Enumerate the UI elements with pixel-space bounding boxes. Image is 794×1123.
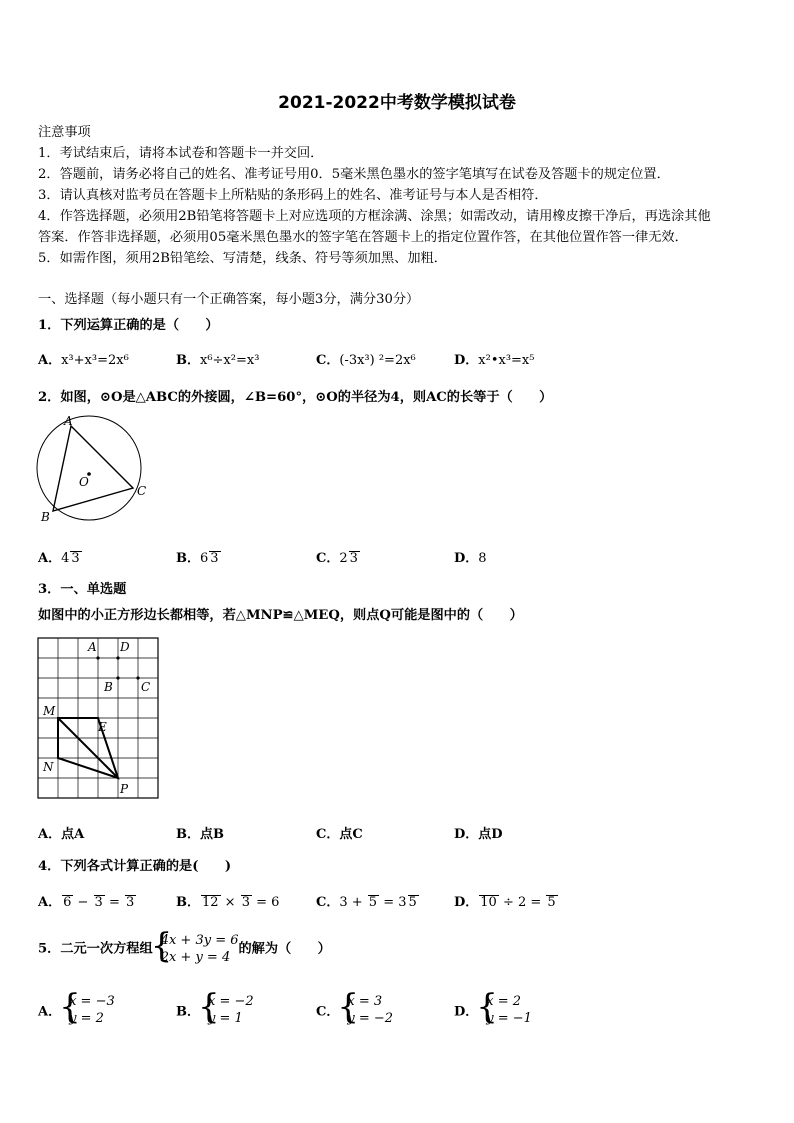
q5-stem: 5．二元一次方程组 { 4x + 3y = 6 2x + y = 4 的解为（ ） [38, 932, 331, 966]
q3-option-c: C．点C [316, 827, 363, 842]
q5-system: { 4x + 3y = 6 2x + y = 4 [153, 932, 239, 966]
notice-heading: 注意事项 [38, 125, 91, 140]
q3-option-d: D．点D [454, 827, 503, 842]
q2-option-c: C．2 3 [316, 551, 358, 566]
q3-label-m: M [43, 704, 56, 718]
q3-label-b: B [104, 680, 113, 694]
q5-option-a: A． { x = −3 y = 2 [38, 993, 115, 1027]
q5-option-d: D． { x = 2 y = −1 [454, 993, 532, 1027]
notice-item-4: 4．作答选择题，必须用2B铅笔将答题卡上对应选项的方框涂满、涂黑；如需改动，请用橡皮擦干净后，再选涂其他 [38, 209, 711, 224]
q3-option-a: A．点A [38, 827, 85, 842]
section-heading: 一、选择题（每小题只有一个正确答案，每小题3分，满分30分） [38, 292, 420, 307]
q1-option-a: A．x³+x³=2x⁶ [38, 353, 129, 368]
q2-label-a: A [64, 414, 73, 428]
q4-option-a: A． 6 − 3 = 3 [38, 895, 135, 910]
q2-label-c: C [137, 484, 147, 498]
q1-stem: 1．下列运算正确的是（ ） [38, 318, 219, 333]
q5-option-b: B． { x = −2 y = 1 [176, 993, 254, 1027]
notice-item-1: 1．考试结束后，请将本试卷和答题卡一并交回． [38, 146, 324, 161]
q1-option-c: C．(-3x³) ²=2x⁶ [316, 353, 416, 368]
q1-option-b: B．x⁶÷x²=x³ [176, 353, 260, 368]
q2-option-b: B．6 3 [176, 551, 219, 566]
notice-item-3: 3．请认真核对监考员在答题卡上所粘贴的条形码上的姓名、准考证号与本人是否相符． [38, 188, 548, 203]
q2-label-o: O [79, 475, 89, 489]
q3-stem: 如图中的小正方形边长都相等，若△MNP≌△MEQ，则点Q可能是图中的（ ） [38, 608, 523, 623]
q1-option-d: D．x²•x³=x⁵ [454, 353, 535, 368]
notice-item-2: 2．答题前，请务必将自己的姓名、准考证号用0．5毫米黑色墨水的签字笔填写在试卷及答题卡的规定位置． [38, 167, 670, 182]
q3-label-c: C [141, 680, 151, 694]
q3-label-e: E [98, 720, 107, 734]
notice-item-5: 5．如需作图，须用2B铅笔绘、写清楚，线条、符号等须加黑、加粗． [38, 251, 447, 266]
q3-label-n: N [43, 760, 54, 774]
q3-label-p: P [120, 782, 129, 796]
q2-stem: 2．如图，⊙O是△ABC的外接圆，∠B=60°，⊙O的半径为4，则AC的长等于（ ） [38, 390, 553, 405]
q2-option-a: A．4 3 [38, 551, 80, 566]
q2-option-d: D．8 [454, 551, 487, 566]
q3-head: 3．一、单选题 [38, 582, 127, 597]
q5-option-c: C． { x = 3 y = −2 [316, 993, 393, 1027]
q4-option-d: D． 10 ÷ 2 = 5 [454, 895, 556, 910]
q3-label-d: D [120, 640, 130, 654]
q3-option-b: B．点B [176, 827, 224, 842]
q3-label-a: A [88, 640, 97, 654]
q2-circle-figure [30, 412, 155, 527]
page-title: 2021-2022中考数学模拟试卷 [278, 93, 516, 113]
notice-item-4-cont: 答案．作答非选择题，必须用05毫米黑色墨水的签字笔在答题卡上的指定位置作答，在其他位置作答一律无效． [38, 230, 688, 245]
q4-option-c: C．3 + 5 = 3 5 [316, 895, 417, 910]
q3-grid-figure [36, 636, 161, 802]
q2-label-b: B [41, 510, 50, 524]
q4-stem: 4．下列各式计算正确的是( ) [38, 859, 232, 874]
q4-option-b: B． 12 × 3 = 6 [176, 895, 280, 910]
